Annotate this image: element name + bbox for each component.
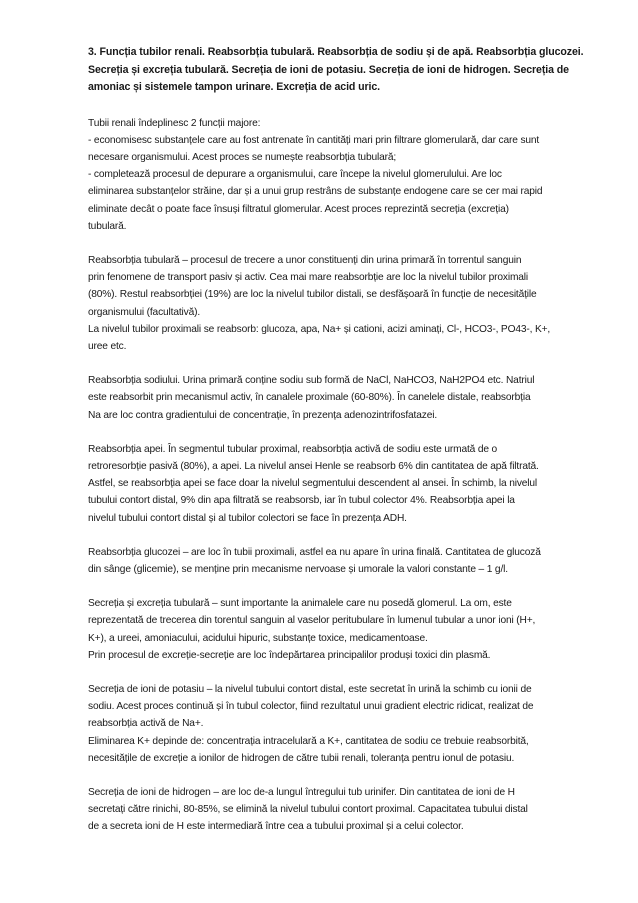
paragraph-functions — [88, 115, 598, 235]
text-line: La nivelul tubilor proximali se reabsorb: glucoza, apa, Na+ și cationi, acizi aminați, Cl-, HCO3-, PO43-, K+, — [88, 323, 551, 335]
text-line: organismului (facultativă). — [88, 306, 201, 318]
text-line: (80%). Restul reabsorbției (19%) are loc la nivelul tubilor distali, se desfășoară în funcție de necesitățile — [88, 289, 537, 301]
text-line: sodiu. Acest proces continuă și în tubul colector, fiind rezultatul unui gradient electric ridicat, realizat de — [88, 701, 534, 713]
text-line: Eliminarea K+ depinde de: concentrația intracelulară a K+, cantitatea de sodiu ce trebuie reabsorbită, — [88, 735, 529, 747]
text-line: Reabsorbția apei. În segmentul tubular proximal, reabsorbția activă de sodiu este urmată de o — [88, 443, 498, 455]
paragraph-glucose-reabsorption — [88, 544, 598, 578]
text-line: eliminarea substanțelor străine, dar și a unui grup restrâns de substanțe endogene care se cer mai rapid — [88, 186, 543, 198]
text-line: Tubii renali îndeplinesc 2 funcții majore: — [88, 117, 261, 129]
text-line: Reabsorbția tubulară – procesul de trecere a unor constituenți din urina primară în torrentul sanguin — [88, 254, 522, 266]
text-line: K+), a ureei, amoniacului, acidului hipuric, substanțe toxice, medicamentoase. — [88, 632, 428, 644]
text-line: reprezentată de trecerea din torentul sanguin al vaselor peritubulare în lumenul tubular a unor ioni (H+, — [88, 615, 536, 627]
text-line: Reabsorbția glucozei – are loc în tubii proximali, astfel ea nu apare în urina finală. Cantitatea de glucoză — [88, 546, 541, 558]
text-line: din sânge (glicemie), se menține prin mecanisme nervoase și umorale la valori constante – 1 g/l. — [88, 563, 508, 575]
text-line: nivelul tubului contort distal și al tubilor colectori se face în prezența ADH. — [88, 512, 407, 524]
title-line: 3. Funcția tubilor renali. Reabsorbția tubulară. Reabsorbția de sodiu și de apă. Reabsorbția glucozei. — [88, 46, 584, 58]
text-line: Secreția de ioni de potasiu – la nivelul tubului contort distal, este secretat în urină la schimb cu ionii de — [88, 683, 532, 695]
paragraph-tubular-reabsorption — [88, 252, 598, 355]
paragraph-tubular-secretion — [88, 595, 598, 664]
text-line: Reabsorbția sodiului. Urina primară conține sodiu sub formă de NaCl, NaHCO3, NaH2PO4 etc. Natriul — [88, 375, 535, 387]
text-line: tubului contort distal, 9% din apa filtrată se reabsorsb, iar în tubul colector 4%. Reabsorbția apei la — [88, 495, 515, 507]
text-line: Secreția și excreția tubulară – sunt importante la animalele care nu posedă glomerul. La om, este — [88, 598, 512, 610]
text-line: Prin procesul de excreție-secreție are loc îndepărtarea principalilor produși toxici din plasmă. — [88, 649, 491, 661]
paragraph-potassium-secretion — [88, 681, 598, 767]
title-line: Secreția și excreția tubulară. Secreția de ioni de potasiu. Secreția de ioni de hidrogen. Secreția de — [88, 63, 569, 76]
text-line: - completează procesul de depurare a organismului, care începe la nivelul glomerulului. Are loc — [88, 169, 502, 181]
text-line: necesare organismului. Acest proces se numește reabsorbția tubulară; — [88, 151, 397, 163]
text-line: eliminate decât o poate face însuși filtratul glomerular. Acest proces reprezintă secreția (excreția) — [88, 203, 509, 215]
text-line: Secreția de ioni de hidrogen – are loc de-a lungul întregului tub urinifer. Din cantitatea de ioni de H — [88, 787, 515, 798]
paragraph-sodium-reabsorption — [88, 372, 598, 424]
text-line: este reabsorbit prin mecanismul activ, în canalele proximale (60-80%). În canelele distale, reabsorbția — [88, 392, 531, 404]
text-line: Astfel, se reabsorbția apei se face doar la nivelul segmentului descendent al ansei. În schimb, la nivelul — [88, 478, 538, 490]
text-line: Na are loc contra gradientului de concentrație, în prezența adenozintrifosfatazei. — [88, 409, 438, 421]
section-title — [88, 44, 598, 97]
text-line: retroresorbție pasivă (80%), a apei. La nivelul ansei Henle se reabsorb 6% din cantitatea de apă filtrată. — [88, 460, 539, 472]
text-line: secretați către rinichi, 80-85%, se elimină la nivelul tubului contort proximal. Capacitatea tubului distal — [88, 804, 528, 816]
text-line: reabsorbția activă de Na+. — [88, 718, 204, 730]
text-line: necesitățile de excreție a ionilor de hidrogen de către tubii renali, toleranța pentru ionul de potasiu. — [88, 752, 515, 764]
text-line: uree etc. — [88, 340, 127, 352]
paragraph-hydrogen-secretion — [88, 784, 598, 836]
text-line: prin fenomene de transport pasiv și activ. Cea mai mare reabsorbție are loc la nivelul tubilor proximali — [88, 272, 529, 284]
title-line: amoniac și sistemele tampon urinare. Excreția de acid uric. — [88, 81, 381, 93]
paragraph-water-reabsorption — [88, 441, 598, 527]
text-line: - economisesc substanțele care au fost antrenate în cantități mari prin filtrare glomerulară, dar care sunt — [88, 134, 540, 146]
text-line: tubulară. — [88, 220, 127, 232]
text-line: de a secreta ioni de H este intermediară între cea a tubului proximal și a celui colector. — [88, 821, 464, 833]
